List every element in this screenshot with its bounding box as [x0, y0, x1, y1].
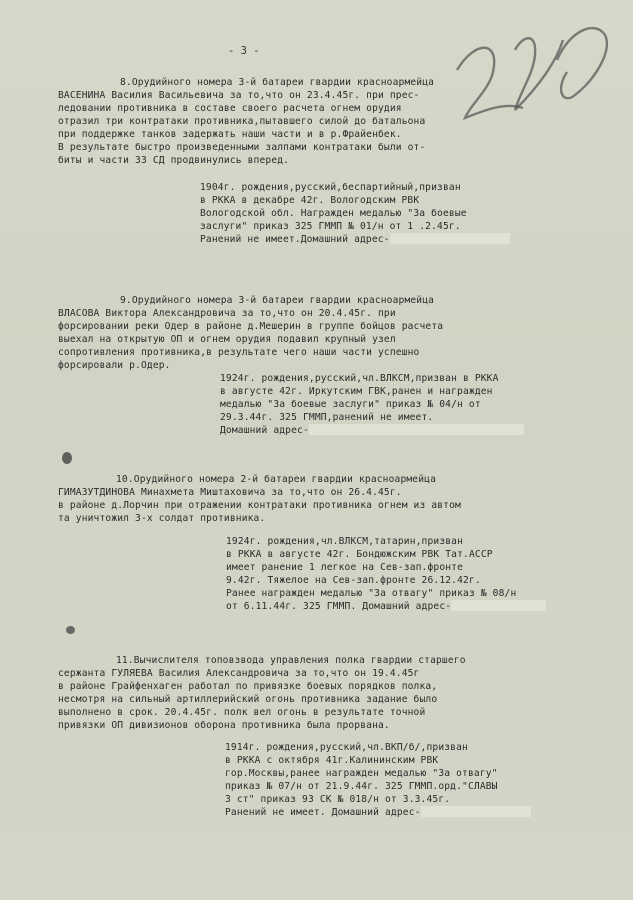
entry-line: биты и части 33 СД продвинулись вперед. [58, 155, 290, 166]
ink-blot [62, 452, 72, 464]
bio-line: в августе 42г. Иркутским ГВК,ранен и награжден [220, 386, 493, 397]
entry-line: 8.Орудийного номера 3-й батареи гвардии красноармейца [120, 77, 435, 88]
entry-line: 11.Вычислителя топовзвода управления полка гвардии старшего [116, 655, 466, 666]
redaction-bar [421, 806, 531, 817]
entry-line: ГИМАЗУТДИНОВА Минахмета Миштаховича за то,что он 26.4.45г. [58, 487, 402, 498]
redaction-bar [309, 424, 524, 435]
award-entry-11 [58, 654, 466, 732]
bio-line: 9.42г. Тяжелое на Сев-зап.фронте 26.12.42г. [226, 575, 481, 586]
entry-line: 10.Орудийного номера 2-й батареи гвардии красноармейца [116, 474, 436, 485]
bio-line: Ранений не имеет.Домашний адрес- [200, 234, 390, 245]
handwritten-signature [445, 10, 625, 130]
entry-line: та уничтожил 3-х солдат противника. [58, 513, 266, 524]
entry-line: несмотря на сильный артиллерийский огонь противника задание было [58, 694, 438, 705]
entry-line: ледовании противника в составе своего расчета огнем орудия [58, 103, 402, 114]
entry-line: выполнено в срок. 20.4.45г. полк вел огонь в результате точной [58, 707, 426, 718]
bio-line: приказ № 07/н от 21.9.44г. 325 ГММП.орд."СЛАВЫ [225, 781, 498, 792]
bio-line: 1904г. рождения,русский,беспартийный,призван [200, 182, 461, 193]
ink-blot [66, 626, 75, 634]
bio-11 [225, 741, 531, 819]
entry-line: при поддержке танков задержать наши части и в р.Фрайенбек. [58, 129, 402, 140]
bio-line: Вологодской обл. Награжден медалью "За боевые [200, 208, 467, 219]
award-entry-8 [58, 76, 434, 167]
entry-line: ВАСЕНИНА Василия Васильевича за то,что он 23.4.45г. при прес- [58, 90, 420, 101]
bio-9 [220, 372, 524, 437]
entry-line: форсировании реки Одер в районе д.Мешерин в группе бойцов расчета [58, 321, 444, 332]
entry-line: привязки ОП дивизионов оборона противника была прорвана. [58, 720, 390, 731]
bio-line: в РККА в декабре 42г. Вологодским РВК [200, 195, 420, 206]
bio-8 [200, 181, 510, 246]
bio-line: 3 ст" приказ 93 СК № 018/н от 3.3.45г. [225, 794, 451, 805]
entry-line: в районе д.Лорчин при отражении контратаки противника огнем из автом [58, 500, 461, 511]
bio-line: Ранее награжден медалью "За отвагу" приказ № 08/н [226, 588, 517, 599]
entry-line: В результате быстро произведенными залпами контратаки были от- [58, 142, 426, 153]
entry-line: ВЛАСОВА Виктора Александровича за то,что он 20.4.45г. при [58, 308, 396, 319]
bio-line: Домашний адрес- [220, 425, 309, 436]
entry-line: отразил три контратаки противника,пытавшего силой до батальона [58, 116, 426, 127]
bio-line: заслуги" приказ 325 ГММП № 01/н от 1 .2.45г. [200, 221, 461, 232]
page-number: - 3 - [228, 45, 260, 57]
redaction-bar [390, 233, 510, 244]
bio-line: 1924г. рождения,чл.ВЛКСМ,татарин,призван [226, 536, 464, 547]
entry-line: в районе Грайфенхаген работал по привязке боевых порядков полка, [58, 681, 438, 692]
bio-line: 1924г. рождения,русский,чл.ВЛКСМ,призван в РККА [220, 373, 499, 384]
entry-line: выехал на открытую ОП и огнем орудия подавил крупный узел [58, 334, 396, 345]
award-entry-9 [58, 294, 443, 372]
bio-line: гор.Москвы,ранее награжден медалью "За отвагу" [225, 768, 498, 779]
bio-line: от 6.11.44г. 325 ГММП. Домашний адрес- [226, 601, 452, 612]
entry-line: сержанта ГУЛЯЕВА Василия Александровича за то,что он 19.4.45г [58, 668, 420, 679]
redaction-bar [451, 600, 546, 611]
bio-line: в РККА с октября 41г.Калининским РВК [225, 755, 439, 766]
bio-line: медалью "За боевые заслуги" приказ № 04/н от [220, 399, 481, 410]
bio-line: 1914г. рождения,русский,чл.ВКП/б/,призван [225, 742, 468, 753]
bio-line: 29.3.44г. 325 ГММП,ранений не имеет. [220, 412, 434, 423]
bio-line: Ранений не имеет. Домашний адрес- [225, 807, 421, 818]
entry-line: сопротивления противника,в результате чего наши части успешно [58, 347, 420, 358]
bio-10 [226, 535, 546, 613]
award-entry-10 [58, 473, 461, 525]
entry-line: форсировали р.Одер. [58, 360, 171, 371]
bio-line: в РККА в августе 42г. Бондюжским РВК Тат.АССР [226, 549, 493, 560]
bio-line: имеет ранение 1 легкое на Сев-зап.фронте [226, 562, 464, 573]
entry-line: 9.Орудийного номера 3-й батареи гвардии красноармейца [120, 295, 435, 306]
